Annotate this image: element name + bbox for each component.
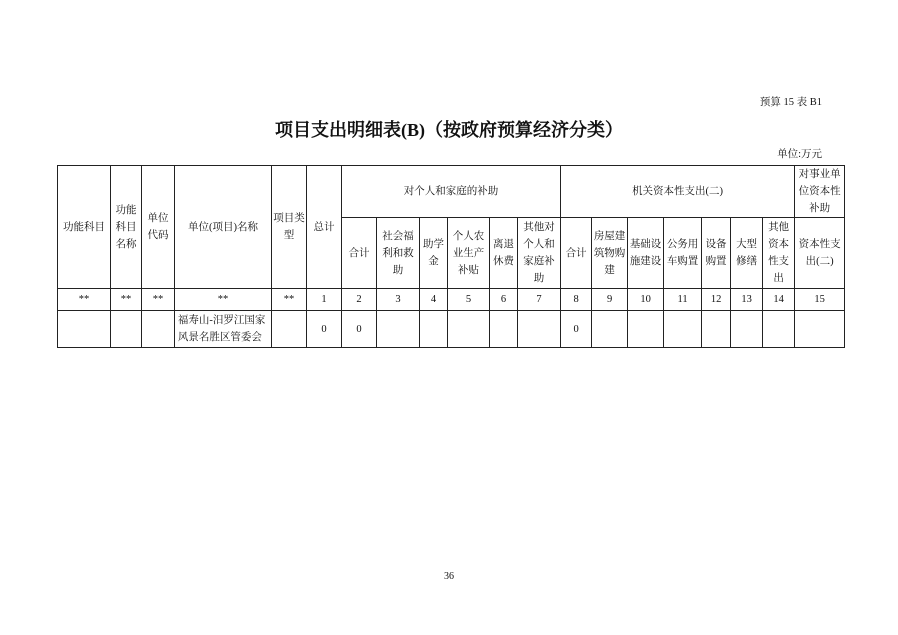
header-func-name-label: 功能科目名称: [115, 204, 137, 250]
header-unit-code: [142, 166, 175, 289]
header-infrastructure-label: 基础设施建设: [629, 239, 662, 267]
header-repair-label: 大型修缮: [736, 239, 758, 267]
index-cell: 7: [518, 289, 561, 311]
header-total-label: 总计: [313, 221, 335, 233]
header-other-personal-label: 其他对个人和家庭补助: [523, 222, 555, 284]
cell-student-aid: [420, 311, 448, 348]
cell-unit-code: [142, 311, 175, 348]
index-cell: 3: [377, 289, 420, 311]
index-cell: **: [175, 289, 272, 311]
header-institution-capital-label: 资本性支出(二): [798, 239, 841, 267]
index-cell: 2: [342, 289, 377, 311]
header-institution-capital: [795, 218, 845, 289]
header-unit-name: [175, 166, 272, 289]
header-retirement: [490, 218, 518, 289]
table-code-note: 预算 15 表 B1: [759, 97, 822, 108]
header-group-capital-label: 机关资本性支出(二): [632, 186, 724, 197]
header-unit-code-label: 单位代码: [147, 213, 169, 241]
header-project-type-label: 项目类型: [273, 213, 305, 241]
header-unit-name-label: 单位(项目)名称: [188, 221, 258, 233]
index-cell: 14: [763, 289, 795, 311]
header-personal-subtotal: [342, 218, 377, 289]
header-func-code: [58, 166, 111, 289]
header-building: [592, 218, 628, 289]
index-cell: 12: [702, 289, 731, 311]
cell-total: 0: [307, 311, 342, 348]
header-group-institution: [795, 166, 845, 218]
header-vehicle-label: 公务用车购置: [666, 239, 699, 267]
header-equipment-label: 设备购置: [705, 239, 727, 267]
header-social-welfare: [377, 218, 420, 289]
header-other-personal: [518, 218, 561, 289]
header-building-label: 房屋建筑物购建: [593, 230, 626, 276]
unit-label: 单位:万元: [777, 149, 822, 160]
header-group-capital: [561, 166, 795, 218]
index-cell: 15: [795, 289, 845, 311]
header-equipment: [702, 218, 731, 289]
cell-equipment: [702, 311, 731, 348]
index-cell: 13: [731, 289, 763, 311]
header-agri-subsidy-label: 个人农业生产补贴: [452, 230, 485, 276]
index-cell: 10: [628, 289, 664, 311]
index-cell: **: [111, 289, 142, 311]
header-vehicle: [664, 218, 702, 289]
project-expenditure-table: [57, 165, 845, 348]
header-capital-subtotal-label: 合计: [565, 247, 587, 259]
cell-infrastructure: [628, 311, 664, 348]
page-number: 36: [444, 571, 454, 582]
index-row: [58, 289, 845, 311]
header-other-capital: [763, 218, 795, 289]
header-personal-subtotal-label: 合计: [348, 247, 370, 259]
header-agri-subsidy: [448, 218, 490, 289]
header-infrastructure: [628, 218, 664, 289]
header-other-capital-label: 其他资本性支出: [768, 222, 790, 284]
index-cell: 8: [561, 289, 592, 311]
cell-institution-capital: [795, 311, 845, 348]
header-func-code-label: 功能科目: [63, 221, 105, 233]
header-student-aid: [420, 218, 448, 289]
cell-building: [592, 311, 628, 348]
header-repair: [731, 218, 763, 289]
header-social-welfare-label: 社会福利和救助: [382, 230, 414, 276]
cell-func-code: [58, 311, 111, 348]
index-cell: **: [272, 289, 307, 311]
cell-retirement: [490, 311, 518, 348]
index-cell: 1: [307, 289, 342, 311]
index-cell: **: [58, 289, 111, 311]
index-cell: 6: [490, 289, 518, 311]
cell-project-type: [272, 311, 307, 348]
index-cell: 4: [420, 289, 448, 311]
cell-func-name: [111, 311, 142, 348]
cell-vehicle: [664, 311, 702, 348]
index-cell: 11: [664, 289, 702, 311]
cell-agri-subsidy: [448, 311, 490, 348]
table-row: [58, 311, 845, 348]
cell-other-personal: [518, 311, 561, 348]
header-group-personal-label: 对个人和家庭的补助: [403, 186, 499, 197]
header-total: [307, 166, 342, 289]
header-group-personal: [342, 166, 561, 218]
cell-unit-name: [175, 311, 272, 348]
page-title: 项目支出明细表(B)（按政府预算经济分类）: [275, 120, 623, 140]
header-project-type: [272, 166, 307, 289]
index-cell: **: [142, 289, 175, 311]
cell-unit-name-text: 福寿山-汨罗江国家风景名胜区管委会: [177, 315, 266, 343]
header-func-name: [111, 166, 142, 289]
index-cell: 9: [592, 289, 628, 311]
cell-other-capital: [763, 311, 795, 348]
header-student-aid-label: 助学金: [423, 239, 444, 267]
index-cell: 5: [448, 289, 490, 311]
header-group-institution-label: 对事业单位资本性补助: [798, 169, 841, 214]
cell-repair: [731, 311, 763, 348]
header-capital-subtotal: [561, 218, 592, 289]
cell-personal-subtotal: 0: [342, 311, 377, 348]
cell-capital-subtotal: 0: [561, 311, 592, 348]
cell-social-welfare: [377, 311, 420, 348]
header-row-1: [58, 166, 845, 218]
header-retirement-label: 离退休费: [493, 239, 514, 267]
